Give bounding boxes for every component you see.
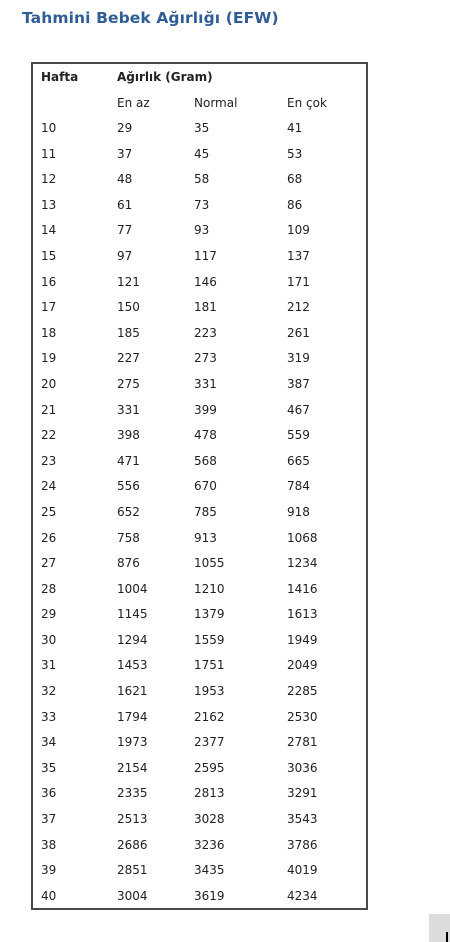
normal-weight-cell: 785 <box>194 504 217 519</box>
normal-weight-cell: 2595 <box>194 760 225 775</box>
normal-weight-cell: 117 <box>194 248 217 263</box>
max-weight-cell: 4019 <box>287 863 318 878</box>
week-cell: 34 <box>41 735 57 750</box>
min-weight-cell: 150 <box>117 300 140 315</box>
week-cell: 21 <box>41 402 57 417</box>
week-cell: 24 <box>41 479 57 494</box>
week-cell: 31 <box>41 658 57 673</box>
week-cell: 13 <box>41 197 57 212</box>
max-weight-cell: 86 <box>287 197 303 212</box>
normal-weight-cell: 2813 <box>194 786 225 801</box>
normal-weight-cell: 3435 <box>194 863 225 878</box>
table-row <box>33 808 366 834</box>
max-weight-cell: 3543 <box>287 812 318 827</box>
normal-weight-cell: 331 <box>194 376 217 391</box>
min-weight-cell: 185 <box>117 325 140 340</box>
page-title: Tahmini Bebek Ağırlığı (EFW) <box>22 9 279 27</box>
min-weight-cell: 1794 <box>117 709 148 724</box>
min-weight-cell: 1145 <box>117 607 148 622</box>
max-weight-cell: 4234 <box>287 888 318 903</box>
table-row <box>33 424 366 450</box>
min-weight-cell: 652 <box>117 504 140 519</box>
table-row <box>33 859 366 885</box>
normal-weight-cell: 478 <box>194 428 217 443</box>
min-weight-cell: 471 <box>117 453 140 468</box>
normal-weight-cell: 670 <box>194 479 217 494</box>
week-cell: 32 <box>41 684 57 699</box>
max-weight-cell: 1613 <box>287 607 318 622</box>
min-weight-cell: 3004 <box>117 888 148 903</box>
min-weight-cell: 556 <box>117 479 140 494</box>
max-weight-cell: 1234 <box>287 556 318 571</box>
week-cell: 35 <box>41 760 57 775</box>
table-row <box>33 578 366 604</box>
normal-weight-cell: 3028 <box>194 812 225 827</box>
table-row <box>33 834 366 860</box>
max-weight-cell: 2049 <box>287 658 318 673</box>
min-weight-cell: 61 <box>117 197 133 212</box>
max-weight-cell: 1416 <box>287 581 318 596</box>
table-row <box>33 475 366 501</box>
subheader-min: En az <box>117 96 150 110</box>
normal-weight-cell: 1055 <box>194 556 225 571</box>
max-weight-cell: 784 <box>287 479 310 494</box>
subheader-normal: Normal <box>194 96 238 110</box>
min-weight-cell: 2686 <box>117 837 148 852</box>
week-cell: 12 <box>41 172 57 187</box>
max-weight-cell: 261 <box>287 325 310 340</box>
table-row <box>33 782 366 808</box>
min-weight-cell: 2851 <box>117 863 148 878</box>
max-weight-cell: 137 <box>287 248 310 263</box>
min-weight-cell: 1621 <box>117 684 148 699</box>
table-row <box>33 731 366 757</box>
table-row <box>33 271 366 297</box>
efw-table <box>31 62 368 910</box>
week-cell: 11 <box>41 146 57 161</box>
table-row <box>33 347 366 373</box>
min-weight-cell: 876 <box>117 556 140 571</box>
table-row <box>33 603 366 629</box>
week-cell: 25 <box>41 504 57 519</box>
max-weight-cell: 387 <box>287 376 310 391</box>
max-weight-cell: 1068 <box>287 530 318 545</box>
min-weight-cell: 2154 <box>117 760 148 775</box>
week-cell: 19 <box>41 351 57 366</box>
table-row <box>33 194 366 220</box>
min-weight-cell: 275 <box>117 376 140 391</box>
max-weight-cell: 2781 <box>287 735 318 750</box>
header-weight: Ağırlık (Gram) <box>117 70 213 84</box>
week-cell: 20 <box>41 376 57 391</box>
max-weight-cell: 109 <box>287 223 310 238</box>
table-row <box>33 757 366 783</box>
min-weight-cell: 1973 <box>117 735 148 750</box>
table-row <box>33 450 366 476</box>
normal-weight-cell: 1751 <box>194 658 225 673</box>
week-cell: 15 <box>41 248 57 263</box>
week-cell: 30 <box>41 632 57 647</box>
table-row <box>33 552 366 578</box>
week-cell: 18 <box>41 325 57 340</box>
max-weight-cell: 41 <box>287 121 303 135</box>
table-row <box>33 245 366 271</box>
normal-weight-cell: 58 <box>194 172 210 187</box>
min-weight-cell: 2513 <box>117 812 148 827</box>
normal-weight-cell: 1210 <box>194 581 225 596</box>
table-row <box>33 527 366 553</box>
min-weight-cell: 2335 <box>117 786 148 801</box>
max-weight-cell: 53 <box>287 146 303 161</box>
subheader-max: En çok <box>287 96 327 110</box>
max-weight-cell: 3291 <box>287 786 318 801</box>
min-weight-cell: 1453 <box>117 658 148 673</box>
normal-weight-cell: 1559 <box>194 632 225 647</box>
week-cell: 27 <box>41 556 57 571</box>
week-cell: 38 <box>41 837 57 852</box>
table-row <box>33 117 366 143</box>
min-weight-cell: 1004 <box>117 581 148 596</box>
week-cell: 26 <box>41 530 57 545</box>
min-weight-cell: 77 <box>117 223 133 238</box>
table-row <box>33 322 366 348</box>
normal-weight-cell: 2377 <box>194 735 225 750</box>
normal-weight-cell: 93 <box>194 223 210 238</box>
table-row <box>33 399 366 425</box>
max-weight-cell: 1949 <box>287 632 318 647</box>
min-weight-cell: 227 <box>117 351 140 366</box>
max-weight-cell: 3036 <box>287 760 318 775</box>
min-weight-cell: 331 <box>117 402 140 417</box>
min-weight-cell: 398 <box>117 428 140 443</box>
min-weight-cell: 48 <box>117 172 133 187</box>
table-row <box>33 629 366 655</box>
normal-weight-cell: 223 <box>194 325 217 340</box>
week-cell: 40 <box>41 888 57 903</box>
week-cell: 29 <box>41 607 57 622</box>
table-row <box>33 680 366 706</box>
normal-weight-cell: 45 <box>194 146 210 161</box>
normal-weight-cell: 3619 <box>194 888 225 903</box>
table-row <box>33 296 366 322</box>
week-cell: 37 <box>41 812 57 827</box>
week-cell: 23 <box>41 453 57 468</box>
week-cell: 39 <box>41 863 57 878</box>
week-cell: 17 <box>41 300 57 315</box>
max-weight-cell: 68 <box>287 172 303 187</box>
max-weight-cell: 212 <box>287 300 310 315</box>
header-week: Hafta <box>41 70 79 84</box>
normal-weight-cell: 1953 <box>194 684 225 699</box>
max-weight-cell: 2530 <box>287 709 318 724</box>
normal-weight-cell: 181 <box>194 300 217 315</box>
max-weight-cell: 918 <box>287 504 310 519</box>
table-row <box>33 501 366 527</box>
table-row <box>33 168 366 194</box>
normal-weight-cell: 399 <box>194 402 217 417</box>
max-weight-cell: 665 <box>287 453 310 468</box>
normal-weight-cell: 273 <box>194 351 217 366</box>
normal-weight-cell: 913 <box>194 530 217 545</box>
max-weight-cell: 171 <box>287 274 310 289</box>
min-weight-cell: 121 <box>117 274 140 289</box>
table-row <box>33 706 366 732</box>
max-weight-cell: 319 <box>287 351 310 366</box>
normal-weight-cell: 1379 <box>194 607 225 622</box>
normal-weight-cell: 73 <box>194 197 210 212</box>
normal-weight-cell: 3236 <box>194 837 225 852</box>
week-cell: 33 <box>41 709 57 724</box>
min-weight-cell: 37 <box>117 146 133 161</box>
week-cell: 22 <box>41 428 57 443</box>
normal-weight-cell: 35 <box>194 121 210 135</box>
table-row <box>33 654 366 680</box>
table-body <box>33 117 366 910</box>
table-row <box>33 373 366 399</box>
week-cell: 36 <box>41 786 57 801</box>
max-weight-cell: 2285 <box>287 684 318 699</box>
min-weight-cell: 29 <box>117 121 133 135</box>
week-cell: 14 <box>41 223 57 238</box>
min-weight-cell: 758 <box>117 530 140 545</box>
min-weight-cell: 1294 <box>117 632 148 647</box>
max-weight-cell: 3786 <box>287 837 318 852</box>
min-weight-cell: 97 <box>117 248 133 263</box>
normal-weight-cell: 2162 <box>194 709 225 724</box>
week-cell: 28 <box>41 581 57 596</box>
max-weight-cell: 467 <box>287 402 310 417</box>
table-row <box>33 885 366 911</box>
normal-weight-cell: 568 <box>194 453 217 468</box>
week-cell: 16 <box>41 274 57 289</box>
week-cell: 10 <box>41 121 57 135</box>
max-weight-cell: 559 <box>287 428 310 443</box>
table-row <box>33 219 366 245</box>
table-row <box>33 143 366 169</box>
normal-weight-cell: 146 <box>194 274 217 289</box>
scroll-corner-mark <box>446 932 448 942</box>
